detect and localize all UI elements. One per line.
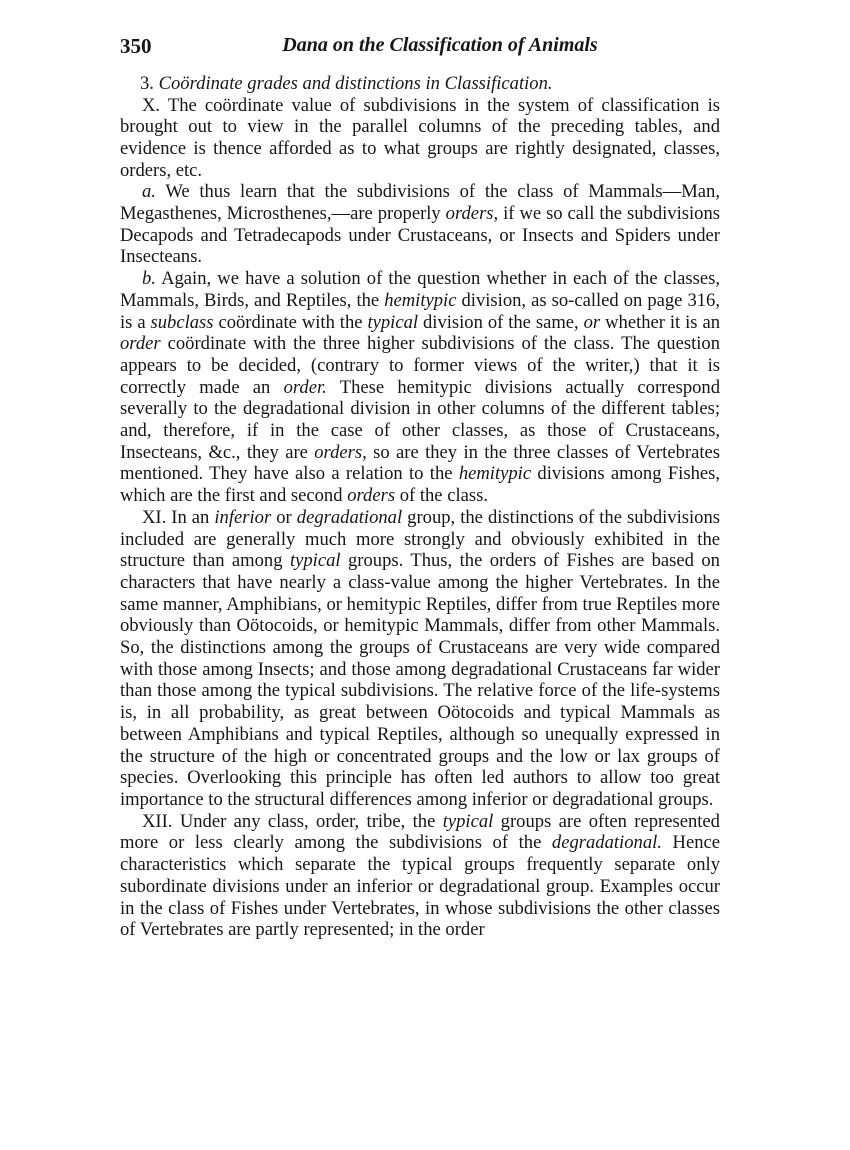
- italic-text-run: hemitypic: [458, 463, 532, 485]
- italic-text-run: a.: [142, 181, 156, 203]
- italic-text-run: b.: [142, 268, 156, 290]
- text-run: whether it is an: [600, 311, 721, 333]
- section-title: Coördinate grades and distinctions in Classification.: [158, 73, 553, 94]
- text-run: group, the distinctions of the subdivisions included are generally much more strongly and obviously exhibited in the structure than among: [120, 506, 720, 572]
- paragraph-x-b: [120, 268, 720, 507]
- text-run: division, as so-called on page 316, is a: [120, 289, 720, 333]
- text-run: X. The coördinate value of subdivisions in the system of classification is brought out to view in the parallel columns of the preceding tables, and evidence is thence afforded as to what groups are rightly designated, classes, orders, etc.: [120, 94, 720, 181]
- italic-text-run: typical: [289, 550, 341, 572]
- text-run: We thus learn that the subdivisions of the class of Mammals—Man, Megasthenes, Microsthenes,—are properly: [120, 181, 720, 225]
- text-run: if we so call the subdivisions Decapods and Tetradecapods under Crustaceans, or Insects and Spiders under Insecteans.: [120, 203, 720, 268]
- paragraph-x: [120, 95, 720, 182]
- italic-text-run: subclass: [150, 311, 214, 333]
- italic-text-run: orders: [347, 485, 396, 507]
- italic-text-run: typical: [367, 311, 419, 333]
- page-header: [120, 34, 720, 68]
- text-run: Hence characteristics which separate the typical groups frequently separate only subordinate divisions under an inferior or degradational group. Examples occur in the class of Fishes under Vertebrates, in whose subdivisions the other classes of Vertebrates are partly represented; in the order: [120, 832, 721, 941]
- italic-text-run: typical: [442, 810, 494, 832]
- text-run: XI. In an: [142, 506, 215, 528]
- italic-text-run: degradational: [296, 506, 403, 528]
- book-page: [120, 34, 720, 941]
- italic-text-run: orders,: [314, 441, 367, 463]
- page-number: 350: [120, 34, 152, 58]
- text-run: Again, we have a solution of the question whether in each of the classes, Mammals, Birds, and Reptiles, the: [120, 268, 720, 311]
- italic-text-run: degradational.: [551, 832, 662, 854]
- italic-text-run: or: [583, 311, 601, 333]
- text-run: groups. Thus, the orders of Fishes are based on characters that have nearly a class-value among the higher Vertebrates. In the same manner, Amphibians, or hemitypic Reptiles, differ from true Reptiles more obviously than Oötocoids, or hemitypic Mammals, differ from other Mammals. So, the distinctions among the groups of Crustaceans are very wide compared with those among Insects; and those among degradational Crustaceans far wider than those among the typical subdivisions. The relative force of the life-systems is, in all probability, as great between Oötocoids and typical Mammals as between Amphibians and typical Reptiles, although so unequally expressed in the structure of the high or concentrated groups and the low or lax groups of species. Overlooking this principle has often led authors to allow too great importance to the structural differences among inferior or degradational groups.: [120, 550, 720, 810]
- text-run: or: [271, 506, 297, 528]
- text-run: divisions among Fishes, which are the first and second: [120, 463, 721, 507]
- paragraph-x-a: [120, 181, 720, 268]
- paragraph-xi: [120, 507, 720, 811]
- text-run: groups are often represented more or less clearly among the subdivisions of the: [120, 810, 720, 854]
- running-head: Dana on the Classification of Animals: [282, 34, 598, 56]
- italic-text-run: inferior: [214, 506, 272, 528]
- text-run: of the class.: [395, 485, 489, 507]
- text-run: coördinate with the three higher subdivisions of the class. The question appears to be decided, (contrary to former views of the writer,) that it is correctly made an: [120, 333, 720, 398]
- paragraph-xii: [120, 811, 720, 941]
- section-number: 3.: [140, 73, 154, 94]
- italic-text-run: orders,: [445, 203, 499, 225]
- italic-text-run: order.: [283, 376, 327, 398]
- section-heading: [140, 74, 720, 95]
- text-run: XII. Under any class, order, tribe, the: [142, 810, 443, 832]
- text-run: division of the same,: [418, 311, 584, 333]
- text-run: These hemitypic divisions actually correspond severally to the degradational division in other columns of the different tables; and, therefore, if in the case of other classes, as those of Crustaceans, Insecteans, &c., they are: [120, 376, 721, 463]
- text-run: so are they in the three classes of Vertebrates mentioned. They have also a relation to the: [120, 441, 720, 485]
- italic-text-run: order: [120, 333, 161, 355]
- text-run: coördinate with the: [213, 311, 368, 333]
- italic-text-run: hemitypic: [384, 289, 457, 311]
